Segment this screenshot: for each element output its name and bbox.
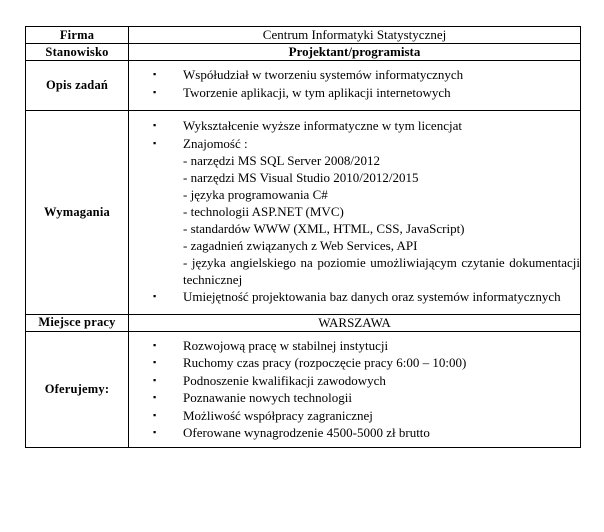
square-bullet-icon: ▪ <box>153 357 157 368</box>
list-item <box>153 407 580 424</box>
square-bullet-icon: ▪ <box>153 427 157 438</box>
row-label-firma: Firma <box>26 27 129 44</box>
bullet-list-oferujemy <box>129 337 580 442</box>
sub-list-item: - standardów WWW (XML, HTML, CSS, JavaScript) <box>183 220 465 236</box>
table-row <box>26 111 581 315</box>
list-item <box>153 135 580 288</box>
table-row <box>26 314 581 331</box>
list-item-text: Poznawanie nowych technologii <box>183 390 352 406</box>
square-bullet-icon: ▪ <box>153 86 157 97</box>
list-item <box>153 372 580 389</box>
row-value-firma: Centrum Informatyki Statystycznej <box>129 27 581 44</box>
row-value-opis-zadan <box>129 61 581 111</box>
list-item-text: Tworzenie aplikacji, w tym aplikacji internetowych <box>183 84 451 100</box>
bullet-list-opis-zadan <box>129 66 580 101</box>
list-item-text: Znajomość : <box>183 135 248 151</box>
table-row <box>26 44 581 61</box>
list-item-text: Umiejętność projektowania baz danych oraz systemów informatycznych <box>183 289 561 305</box>
row-label-stanowisko: Stanowisko <box>26 44 129 61</box>
row-value-oferujemy <box>129 331 581 447</box>
sub-list-item: - języka angielskiego na poziomie umożliwiającym czytanie dokumentacji technicznej <box>183 254 580 287</box>
square-bullet-icon: ▪ <box>153 69 157 79</box>
list-item <box>153 337 580 354</box>
table-row <box>26 27 581 44</box>
list-item-text: Oferowane wynagrodzenie 4500-5000 zł brutto <box>183 425 430 441</box>
row-label-opis-zadan: Opis zadań <box>26 61 129 111</box>
row-value-miejsce-pracy: WARSZAWA <box>129 314 581 331</box>
square-bullet-icon: ▪ <box>153 409 157 420</box>
list-item-text: Współudział w tworzeniu systemów informatycznych <box>183 67 464 82</box>
sub-list-item: - języka programowania C# <box>183 186 328 202</box>
list-item <box>153 288 580 305</box>
bullet-list-wymagania <box>129 117 580 305</box>
list-item <box>153 354 580 371</box>
list-item-text: Rozwojową pracę w stabilnej instytucji <box>183 337 389 353</box>
list-item <box>153 424 580 441</box>
square-bullet-icon: ▪ <box>153 374 157 385</box>
list-item-text: Wykształcenie wyższe informatyczne w tym licencjat <box>183 118 462 134</box>
sub-list-item: - zagadnień związanych z Web Services, API <box>183 237 418 253</box>
list-item <box>153 389 580 406</box>
list-item <box>153 117 580 134</box>
square-bullet-icon: ▪ <box>153 137 157 148</box>
table-row <box>26 61 581 111</box>
row-label-miejsce-pracy: Miejsce pracy <box>26 314 129 331</box>
job-offer-table <box>25 26 581 448</box>
list-item-text: Podnoszenie kwalifikacji zawodowych <box>183 372 386 388</box>
sub-list-item: - technologii ASP.NET (MVC) <box>183 203 344 219</box>
row-label-wymagania: Wymagania <box>26 111 129 315</box>
square-bullet-icon: ▪ <box>153 392 157 403</box>
sub-list-item: - narzędzi MS SQL Server 2008/2012 <box>183 152 381 168</box>
table-body <box>26 27 581 448</box>
row-value-stanowisko: Projektant/programista <box>129 44 581 61</box>
list-item-text: Możliwość współpracy zagranicznej <box>183 407 373 423</box>
list-item <box>153 66 580 83</box>
list-item-text: Ruchomy czas pracy (rozpoczęcie pracy 6:00 – 10:00) <box>183 355 467 371</box>
sub-list-item: - narzędzi MS Visual Studio 2010/2012/2015 <box>183 169 419 185</box>
row-label-oferujemy: Oferujemy: <box>26 331 129 447</box>
square-bullet-icon: ▪ <box>153 120 157 131</box>
table-row <box>26 331 581 447</box>
list-item <box>153 84 580 101</box>
row-value-wymagania <box>129 111 581 315</box>
sub-list-znajomosc <box>183 152 580 288</box>
square-bullet-icon: ▪ <box>153 339 157 350</box>
square-bullet-icon: ▪ <box>153 291 157 302</box>
